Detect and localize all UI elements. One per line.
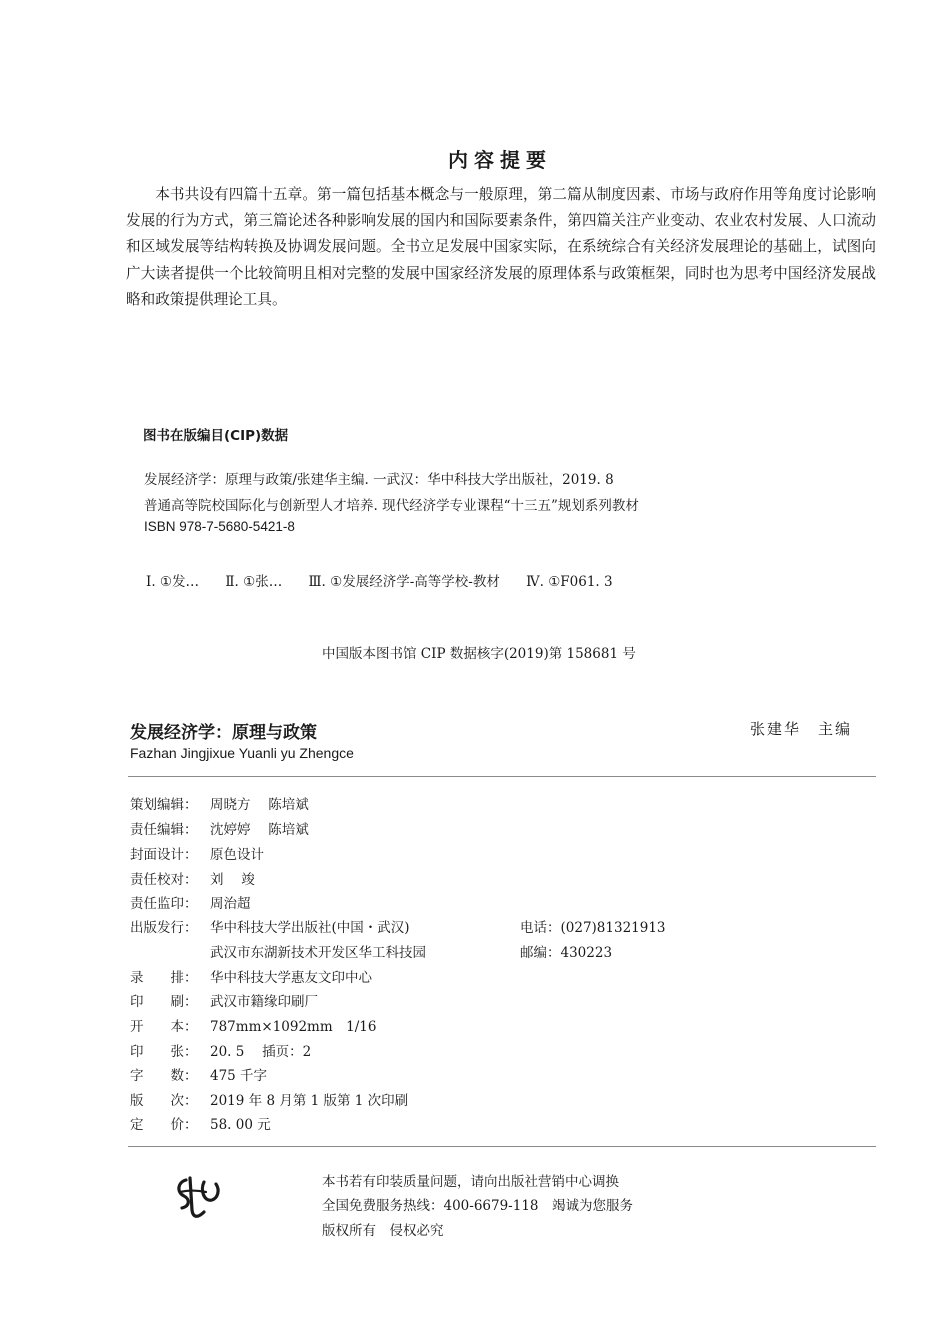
info-label: 录 排： — [130, 970, 198, 986]
notice-line-quality: 本书若有印装质量问题，请向出版社营销中心调换 — [322, 1174, 619, 1190]
info-label: 版 次： — [130, 1093, 198, 1109]
info-label: 责任校对： — [130, 872, 198, 888]
publisher-logo-icon — [160, 1170, 240, 1240]
info-row-publisher — [130, 916, 830, 936]
cip-class-2: Ⅱ. ①张… — [225, 574, 283, 590]
summary-body: 本书共设有四篇十五章。第一篇包括基本概念与一般原理，第二篇从制度因素、市场与政府作用等角度讨论影响发展的行为方式，第三篇论述各种影响发展的国内和国际要素条件，第四篇关注产业变动、农业农村发展、人口流动和区域发展等结构转换及协调发展问题。全书立足发展中国家实际，在系统综合有关经济发展理论的基础上，试图向广大读者提供一个比较简明且相对完整的发展中国家经济发展的原理体系与政策框架，同时也为思考中国经济发展战略和政策提供理论工具。 — [126, 186, 876, 308]
cip-heading: 图书在版编目(CIP)数据 — [143, 428, 289, 444]
info-row-printer — [130, 990, 318, 1010]
info-row-responsible-editor — [130, 818, 309, 838]
info-row-address — [130, 941, 830, 961]
info-row-print-supervisor — [130, 892, 251, 912]
info-phone — [520, 916, 666, 936]
info-row-typesetting — [130, 966, 372, 986]
info-label: 邮编： — [520, 945, 561, 961]
info-value: 周治超 — [210, 896, 251, 912]
info-value: 475 千字 — [210, 1068, 268, 1084]
divider-bottom — [128, 1146, 876, 1147]
info-row-cover-design — [130, 843, 264, 863]
info-row-format — [130, 1015, 376, 1035]
cip-classification — [146, 570, 635, 590]
info-label: 策划编辑： — [130, 797, 198, 813]
info-value: 430223 — [560, 945, 613, 961]
book-author: 张建华 主编 — [750, 720, 853, 738]
notice-line-copyright: 版权所有 侵权必究 — [322, 1223, 444, 1239]
info-row-planning-editor — [130, 793, 309, 813]
info-value: 787mm×1092mm 1/16 — [210, 1019, 377, 1035]
cip-class-3: Ⅲ. ①发展经济学-高等学校-教材 — [308, 574, 500, 590]
info-value: 刘 竣 — [210, 872, 255, 888]
info-label: 封面设计： — [130, 847, 198, 863]
info-row-proofreader — [130, 868, 255, 888]
info-row-price — [130, 1113, 271, 1133]
info-value: 20. 5 插页：2 — [210, 1044, 312, 1060]
info-value: 周晓方 陈培斌 — [210, 797, 309, 813]
cip-approval: 中国版本图书馆 CIP 数据核字(2019)第 158681 号 — [322, 646, 636, 662]
info-label: 印 张： — [130, 1044, 198, 1060]
info-row-sheets — [130, 1040, 311, 1060]
info-value: 58. 00 元 — [210, 1117, 271, 1133]
info-value: 原色设计 — [210, 847, 264, 863]
notice-line-hotline: 全国免费服务热线：400-6679-118 竭诚为您服务 — [322, 1198, 634, 1214]
summary-title: 内容提要 — [448, 148, 552, 172]
info-value: 武汉市东湖新技术开发区华工科技园 — [210, 945, 426, 961]
info-label: 责任监印： — [130, 896, 198, 912]
book-title-pinyin: Fazhan Jingjixue Yuanli yu Zhengce — [130, 745, 354, 761]
info-label: 电话： — [520, 920, 561, 936]
info-label: 出版发行： — [130, 920, 198, 936]
info-row-edition — [130, 1089, 408, 1109]
publisher-logo — [160, 1170, 240, 1240]
info-postcode — [520, 941, 612, 961]
info-value: 武汉市籍缘印刷厂 — [210, 994, 318, 1010]
info-label: 责任编辑： — [130, 822, 198, 838]
info-row-word-count — [130, 1064, 267, 1084]
info-label: 印 刷： — [130, 994, 198, 1010]
cip-class-1: Ⅰ. ①发… — [146, 574, 200, 590]
info-value: 2019 年 8 月第 1 版第 1 次印刷 — [210, 1093, 409, 1109]
info-value: 华中科技大学出版社(中国・武汉) — [210, 920, 410, 936]
divider-top — [128, 776, 876, 777]
info-label: 字 数： — [130, 1068, 198, 1084]
info-value: 华中科技大学惠友文印中心 — [210, 970, 372, 986]
book-title: 发展经济学：原理与政策 — [130, 723, 317, 743]
cip-line-isbn: ISBN 978-7-5680-5421-8 — [144, 519, 295, 534]
info-label: 定 价： — [130, 1117, 198, 1133]
info-value: (027)81321913 — [560, 920, 666, 936]
cip-class-4: Ⅳ. ①F061. 3 — [526, 574, 613, 590]
info-value: 沈婷婷 陈培斌 — [210, 822, 309, 838]
cip-line-series: 普通高等院校国际化与创新型人才培养. 现代经济学专业课程“十三五”规划系列教材 — [144, 498, 639, 514]
cip-line-title: 发展经济学：原理与政策/张建华主编. 一武汉：华中科技大学出版社，2019. 8 — [144, 472, 614, 488]
info-label: 开 本： — [130, 1019, 198, 1035]
